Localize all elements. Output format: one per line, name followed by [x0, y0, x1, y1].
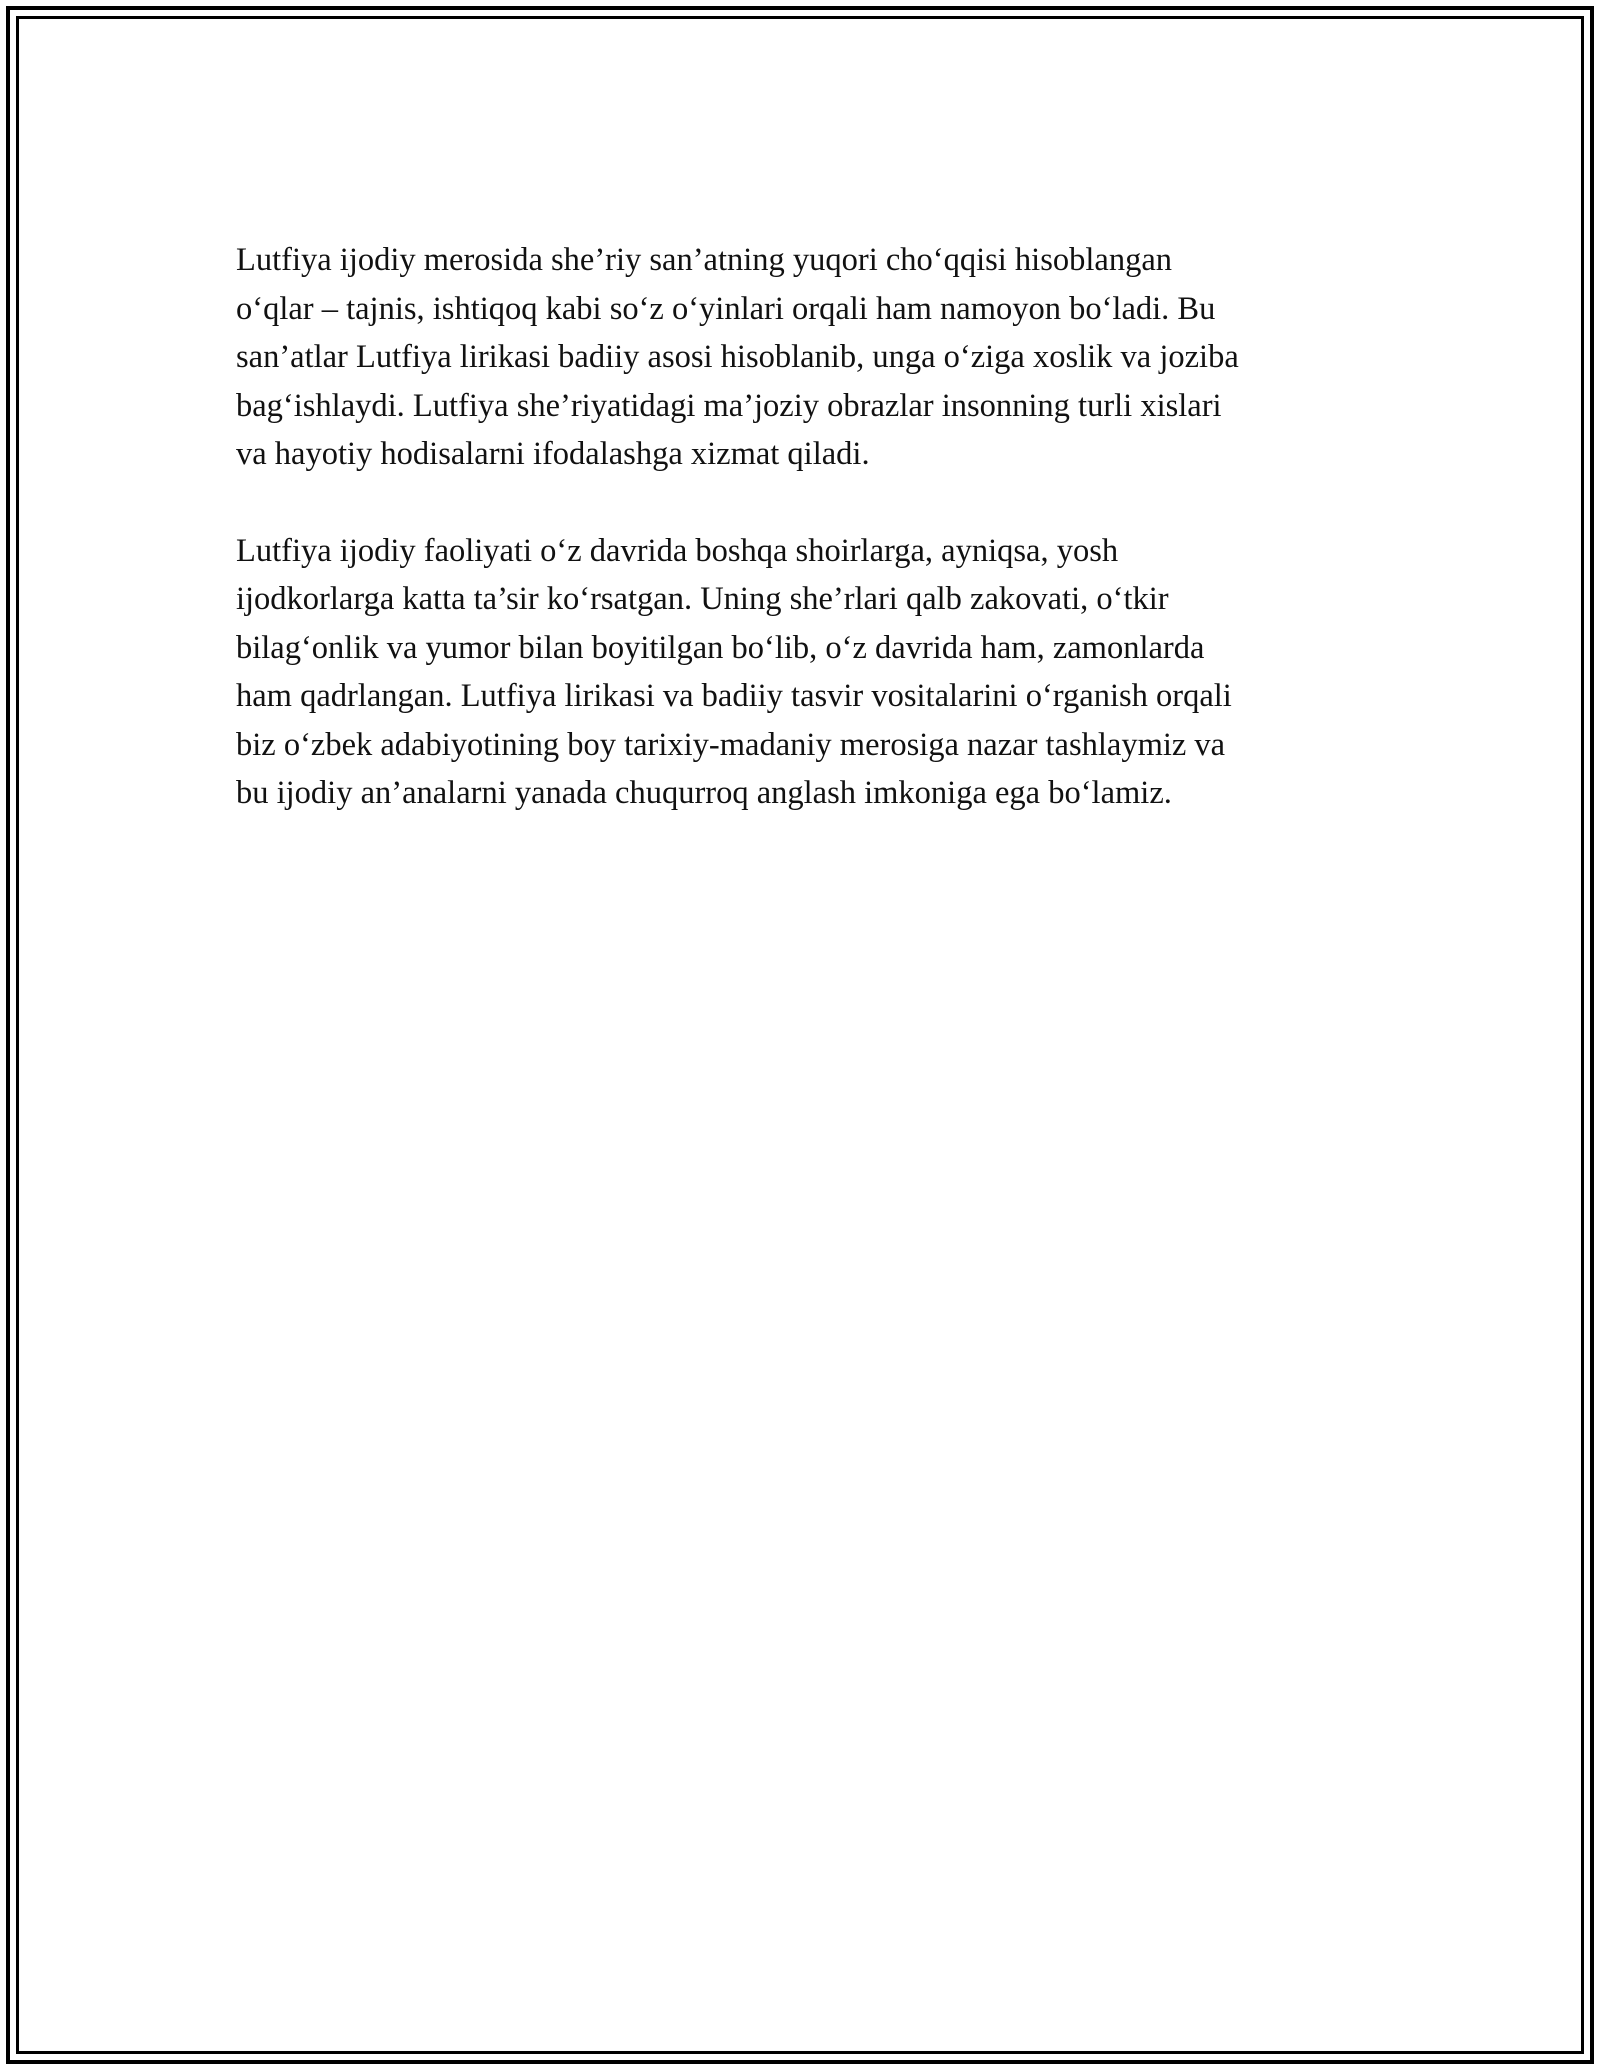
text-line: ijodkorlarga katta ta’sir ko‘rsatgan. Uning she’rlari qalb zakovati, o‘tkir [236, 581, 1169, 617]
text-line: o‘qlar – tajnis, ishtiqoq kabi so‘z o‘yinlari orqali ham namoyon bo‘ladi. Bu [236, 290, 1216, 327]
text-line: bu ijodiy an’analarni yanada chuqurroq anglash imkoniga ega bo‘lamiz. [236, 775, 1172, 811]
text-line: bilag‘onlik va yumor bilan boyitilgan bo‘lib, o‘z davrida ham, zamonlarda [236, 629, 1205, 666]
text-line: biz o‘zbek adabiyotining boy tarixiy-madaniy merosiga nazar tashlaymiz va [236, 726, 1226, 763]
paragraph-2 [236, 527, 1376, 818]
text-line: san’atlar Lutfiya lirikasi badiiy asosi hisoblanib, unga o‘ziga xoslik va joziba [236, 339, 1239, 375]
paragraph-1 [236, 236, 1376, 479]
document-body [236, 236, 1376, 866]
text-line: bag‘ishlaydi. Lutfiya she’riyatidagi ma’joziy obrazlar insonning turli xislari [236, 387, 1222, 424]
text-line: ham qadrlangan. Lutfiya lirikasi va badiiy tasvir vositalarini o‘rganish orqali [236, 678, 1232, 714]
text-line: Lutfiya ijodiy merosida she’riy san’atning yuqori cho‘qqisi hisoblangan [236, 242, 1172, 278]
text-line: va hayotiy hodisalarni ifodalashga xizmat qiladi. [236, 436, 870, 472]
text-line: Lutfiya ijodiy faoliyati o‘z davrida boshqa shoirlarga, ayniqsa, yosh [236, 532, 1119, 569]
